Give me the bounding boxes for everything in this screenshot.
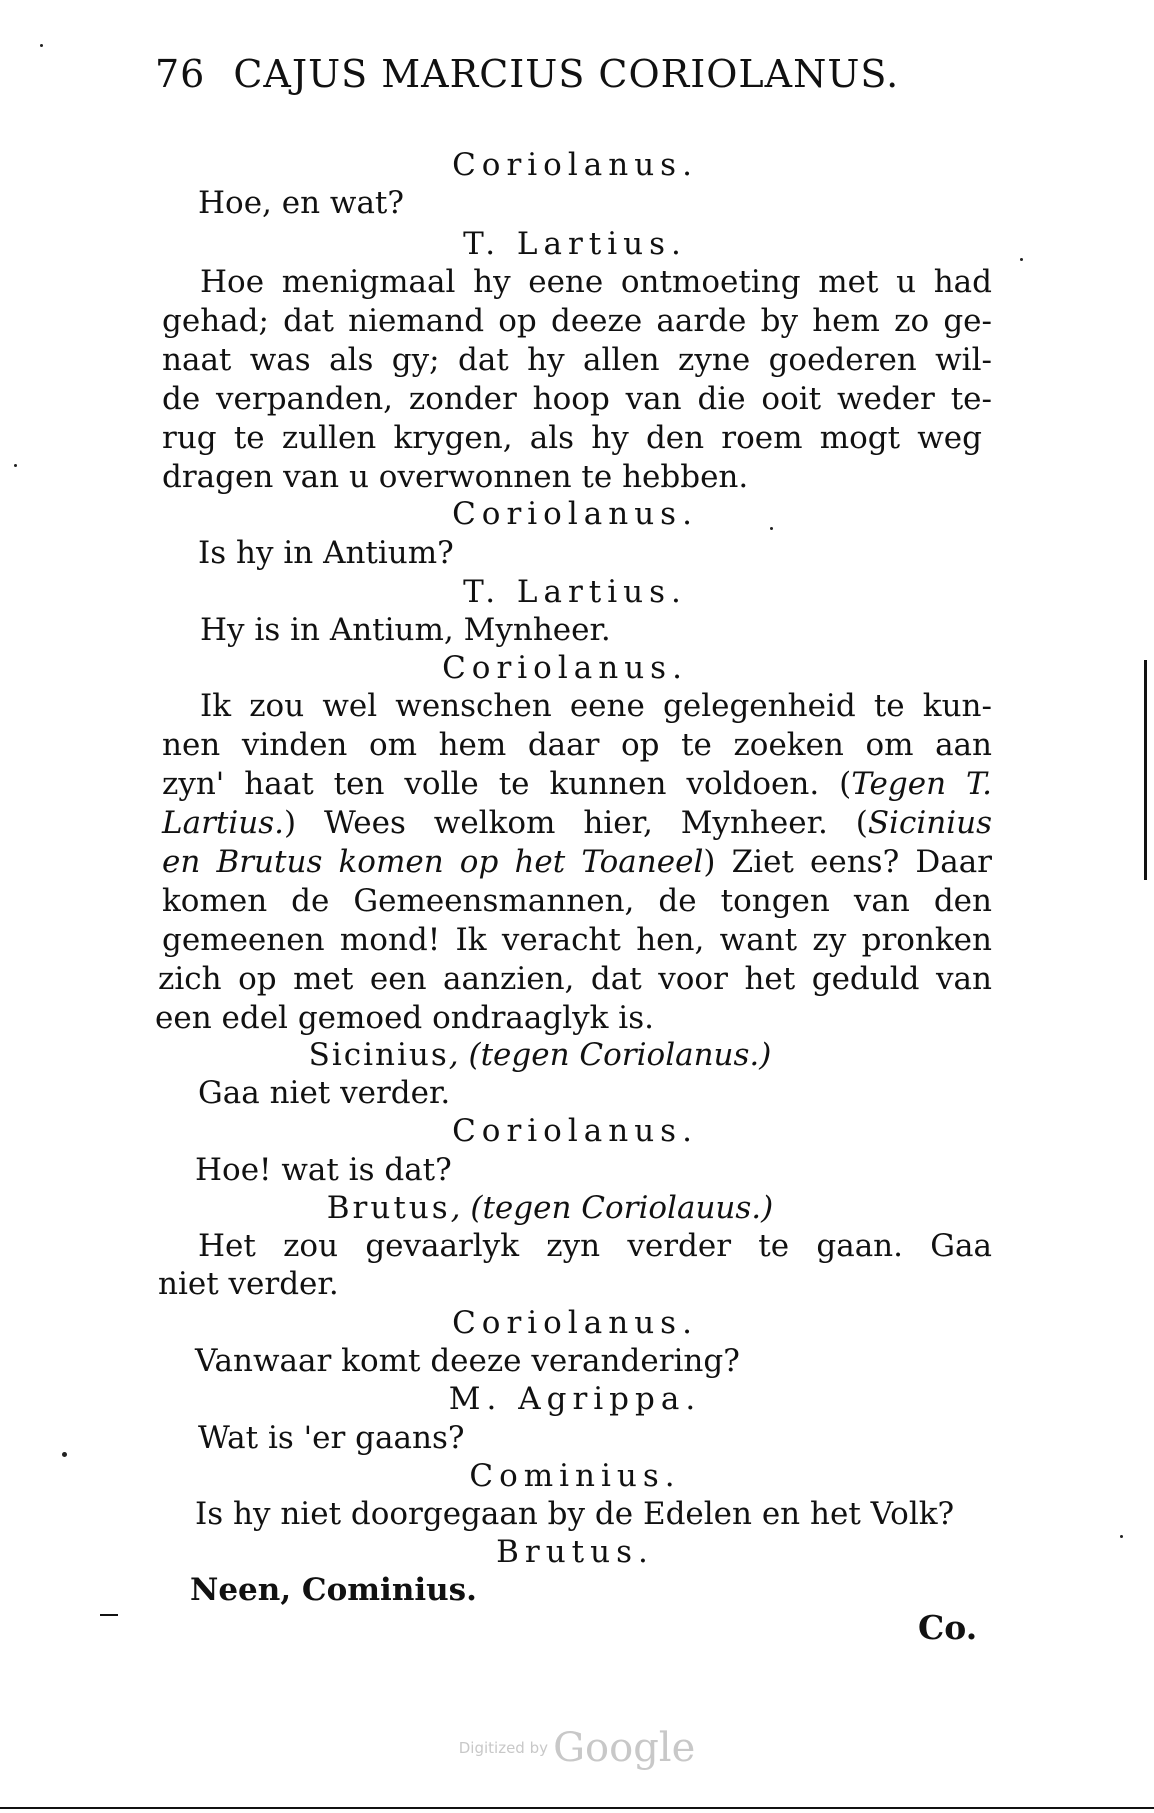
speech-line: Is hy niet doorgegaan by de Edelen en het Volk? (195, 1496, 955, 1532)
stage-direction: Tegen T. (851, 766, 992, 802)
speech-line: Gaa niet verder. (198, 1075, 451, 1111)
speech-line: Vanwaar komt deeze verandering? (195, 1343, 740, 1379)
speaker-heading (130, 1190, 970, 1226)
speaker-heading: T. Lartius. (463, 226, 687, 262)
speech-line: Hoe menigmaal hy eene ontmoeting met u had (200, 264, 992, 300)
speaker-heading: Coriolanus. (452, 1305, 698, 1341)
digitized-watermark (0, 1725, 1154, 1771)
speech-line: rug te zullen krygen, als hy den roem mogt weg (162, 420, 982, 456)
scan-speck (14, 464, 17, 467)
speech-line: zich op met een aanzien, dat voor het geduld van (158, 961, 992, 997)
speech-line: Wat is 'er gaans? (198, 1420, 465, 1456)
speech-line: Het zou gevaarlyk zyn verder te gaan. Gaa (198, 1228, 992, 1264)
scan-speck (770, 527, 773, 530)
stage-direction: , (tegen Coriolanus.) (448, 1037, 772, 1073)
speech-line: Ik zou wel wenschen eene gelegenheid te kun- (200, 688, 992, 724)
speaker-heading: T. Lartius. (463, 574, 687, 610)
speech-line: Hy is in Antium, Mynheer. (200, 612, 611, 648)
speech-line: een edel gemoed ondraaglyk is. (155, 1000, 654, 1036)
speech-line: de verpanden, zonder hoop van die ooit weder te- (162, 381, 992, 417)
speech-line: dragen van u overwonnen te hebben. (162, 459, 749, 495)
speaker-heading: Coriolanus. (452, 496, 698, 532)
stage-direction: Sicinius (867, 805, 992, 841)
page-number: 76 (155, 52, 206, 96)
speaker-heading: Coriolanus. (442, 650, 688, 686)
speech-line: Hoe, en wat? (198, 185, 405, 221)
speaker-heading: Coriolanus. (452, 147, 698, 183)
speech-line: Hoe! wat is dat? (195, 1152, 452, 1188)
speech-line: nen vinden om hem daar op te zoeken om aan (162, 727, 992, 763)
stage-direction: en Brutus komen op het Toaneel (162, 844, 704, 880)
stage-direction: Lartius. (162, 805, 284, 841)
speech-line (162, 766, 992, 802)
scan-edge-mark (100, 1614, 118, 1616)
scan-edge-mark (0, 1807, 1154, 1809)
google-logo: Google (553, 1725, 696, 1771)
speech-line: niet verder. (158, 1266, 339, 1302)
scan-speck (1120, 1535, 1123, 1538)
speech-text: ) Ziet eens? Daar (703, 844, 992, 880)
speech-line (162, 844, 992, 880)
speaker-heading (120, 1037, 960, 1073)
watermark-prefix: Digitized by (458, 1739, 548, 1757)
speech-line (162, 805, 992, 841)
scan-speck (62, 1452, 67, 1457)
speech-line: Is hy in Antium? (198, 535, 454, 571)
speech-line: naat was als gy; dat hy allen zyne goederen wil- (162, 342, 992, 378)
speech-line: komen de Gemeensmannen, de tongen van den (162, 883, 992, 919)
speech-text: ) Wees welkom hier, Mynheer. ( (284, 805, 868, 841)
speech-line: Neen, Cominius. (190, 1572, 477, 1608)
scan-speck (1020, 258, 1023, 261)
speaker-heading: Cominius. (469, 1458, 681, 1494)
speech-text: zyn' haat ten volle te kunnen voldoen. ( (162, 766, 852, 802)
running-title: CAJUS MARCIUS CORIOLANUS. (233, 52, 900, 96)
catchword: Co. (918, 1608, 978, 1647)
scan-speck (40, 44, 43, 47)
running-header (155, 52, 915, 96)
speaker-heading: Brutus. (496, 1534, 654, 1570)
stage-direction: , (tegen Coriolauus.) (450, 1190, 774, 1226)
speaker-name: Sicinius (308, 1037, 449, 1073)
scan-edge-mark (1144, 660, 1147, 880)
speaker-heading: M. Agrippa. (448, 1381, 702, 1417)
speech-line: gehad; dat niemand op deeze aarde by hem zo ge- (162, 303, 992, 339)
speaker-heading: Coriolanus. (452, 1113, 698, 1149)
speech-line: gemeenen mond! Ik veracht hen, want zy pronken (162, 922, 992, 958)
speaker-name: Brutus (326, 1190, 451, 1226)
